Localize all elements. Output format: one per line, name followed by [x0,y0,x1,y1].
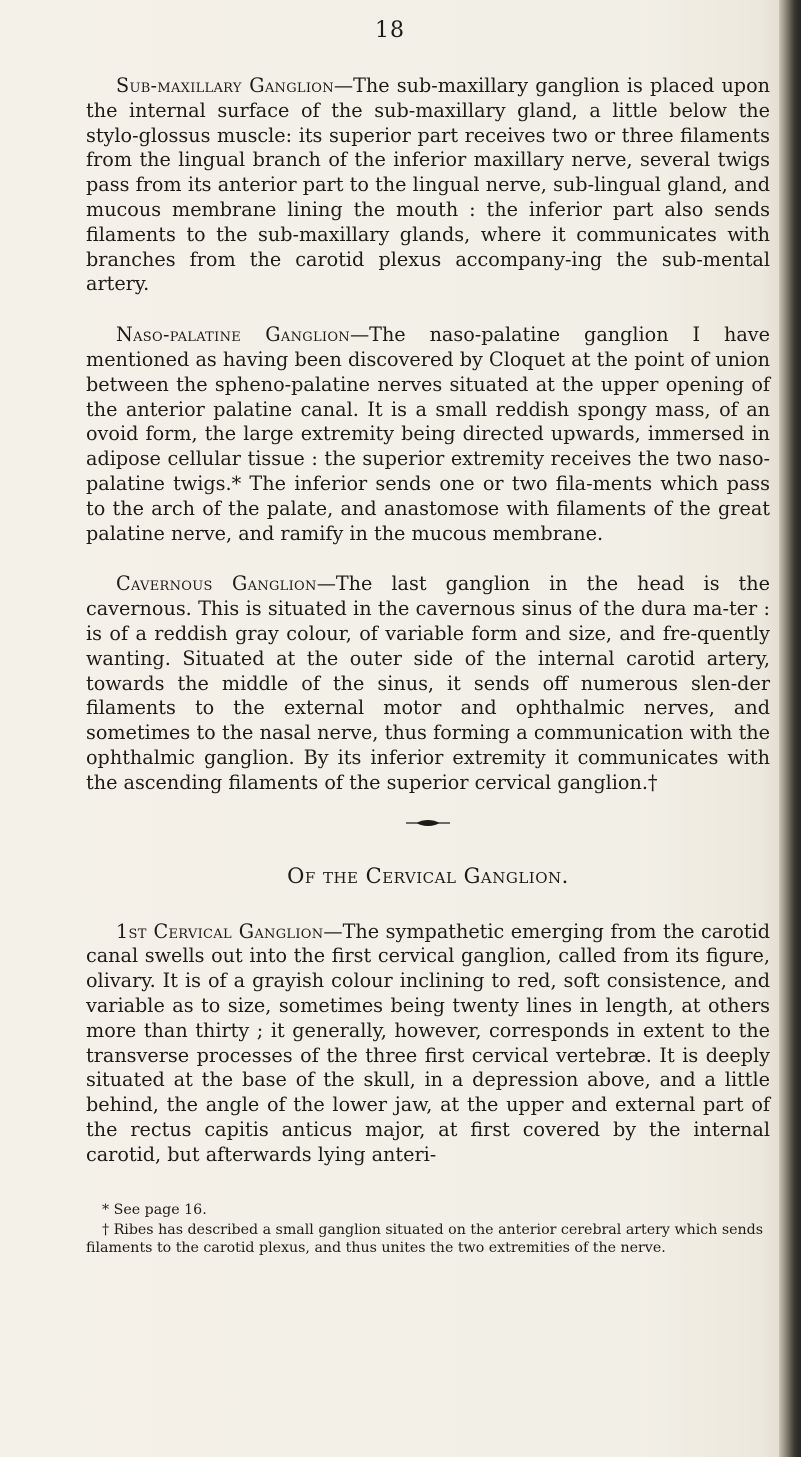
footnote-2: † Ribes has described a small ganglion situated on the anterior cerebral artery which sends filaments to the carotid plexus, and thus unites the two extremities of the nerve. [86,1222,764,1257]
paragraph-sub-maxillary [86,74,770,297]
text-first-cervical: —The sympathetic emerging from the carotid canal swells out into the first cervical ganglion, called from its figure, olivary. It is of a grayish colour inclining to red, soft consistence, and variable as to size, sometimes being twenty lines in length, at others more than thirty ; it generally, however, corresponds in extent to the transverse processes of the three first cervical vertebræ. It is deeply situated at the base of the skull, in a depression above, and a little behind, the angle of the lower jaw, at the upper and external part of the rectus capitis anticus major, at first covered by the internal carotid, but afterwards lying anteri- [86,919,771,1166]
divider-ornament-icon [406,816,450,830]
paragraph-cavernous [86,572,770,795]
heading-sub-maxillary: Sub-maxillary Ganglion [116,74,334,97]
page-content [86,74,770,1259]
text-sub-maxillary: —The sub-maxillary ganglion is placed upon the internal surface of the sub-maxillary gland, a little below the stylo-glossus muscle: its superior part receives two or three filaments from the lingual branch of the inferior maxillary nerve, several twigs pass from its anterior part to the lingual nerve, sub-lingual gland, and mucous membrane lining the mouth : the inferior part also sends filaments to the sub-maxillary glands, where it communicates with branches from the carotid plexus accompany-ing the sub-mental artery. [86,74,770,296]
text-naso-palatine: —The naso-palatine ganglion I have mentioned as having been discovered by Cloquet at the point of union between the spheno-palatine nerves situated at the upper opening of the anterior palatine canal. It is a small reddish spongy mass, of an ovoid form, the large extremity being directed upwards, immersed in adipose cellular tissue : the superior extremity receives the two naso-palatine twigs.* The inferior sends one or two fila-ments which pass to the arch of the palate, and anastomose with filaments of the great palatine nerve, and ramify in the mucous membrane. [86,323,771,545]
heading-naso-palatine: Naso-palatine Ganglion [116,323,350,347]
ornamental-divider [86,816,770,834]
section-title: Of the Cervical Ganglion. [287,863,569,888]
heading-first-cervical: 1st Cervical Ganglion [116,919,324,943]
footnote-1: * See page 16. [102,1202,207,1219]
text-cavernous: —The last ganglion in the head is the cavernous. This is situated in the cavernous sinus of the dura ma-ter : is of a reddish gray colour, of variable form and size, and fre-quently wanting. Situated at the outer side of the internal carotid artery, towards the middle of the sinus, it sends off numerous slen-der filaments to the external motor and ophthalmic nerves, and sometimes to the nasal nerve, thus forming a communication with the ophthalmic ganglion. By its inferior extremity it communicates with the ascending filaments of the superior cervical ganglion.† [86,572,770,794]
binding-edge [779,0,801,1457]
paragraph-first-cervical [86,920,770,1168]
page-number: 18 [375,18,405,43]
heading-cavernous: Cavernous Ganglion [116,572,317,596]
footnotes [86,1201,770,1257]
paragraph-naso-palatine [86,323,770,546]
